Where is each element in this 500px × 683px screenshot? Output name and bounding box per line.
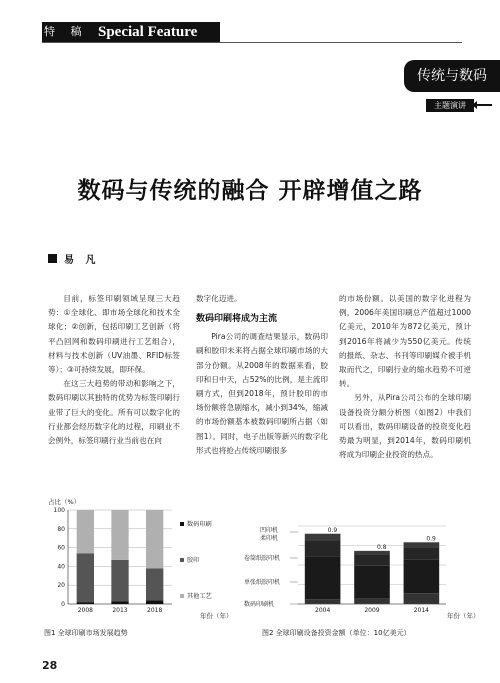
data-label: 0.8 [376, 543, 387, 551]
bar-segment [404, 593, 440, 604]
bar-segment [111, 560, 128, 601]
section-label-cn: 特 稿 [44, 25, 88, 38]
bar-segment [404, 560, 440, 594]
body-column-2 [196, 292, 328, 458]
bar-segment [305, 599, 341, 604]
page-number: 28 [42, 659, 58, 672]
data-label: 0.9 [426, 535, 436, 543]
bar-segment [146, 568, 163, 600]
figure-1-chart [44, 496, 238, 621]
bar-segment [111, 601, 128, 604]
body-column-3 [339, 292, 471, 462]
legend-label: 单张纸胶印机 [244, 579, 281, 586]
bar-segment [305, 556, 341, 599]
y-tick-label: 40 [57, 563, 65, 571]
bar-segment [404, 542, 440, 547]
bar-segment [77, 602, 94, 604]
bar-segment [354, 599, 390, 604]
bar-segment [305, 534, 341, 540]
section-label-en: Special Feature [98, 24, 198, 40]
y-tick-label: 100 [53, 507, 65, 514]
y-tick-label: 20 [57, 582, 65, 590]
y-tick-label: 0 [61, 601, 65, 608]
bar-segment [404, 547, 440, 559]
legend-swatch [180, 558, 184, 562]
x-tick-label: 2014 [413, 607, 429, 614]
x-tick-label: 2018 [147, 607, 163, 614]
article-title: 数码与传统的融合 开辟增值之路 [77, 177, 423, 204]
paragraph-continued: 的市场份额。以美国的数字化进程为例，2006年美国印刷总产值超过1000亿美元，2010年为872亿美元，预计到2016年将减少为550亿美元。传统的报纸、杂志、书刊等印刷媒介被手机取而代之，印刷行业的缩水趋势不可逆转。 [339, 294, 471, 389]
x-tick-label: 2008 [77, 607, 93, 614]
legend-label: 数码印刷 [187, 521, 212, 528]
subtopic-tag: 主题演讲 [434, 101, 466, 110]
bar-segment [146, 510, 163, 568]
x-tick-label: 2009 [364, 607, 380, 614]
x-tick-label: 2004 [315, 607, 331, 614]
bar-segment [111, 510, 128, 560]
data-label: 0.9 [327, 526, 338, 534]
paragraph: 在这三大趋势的带动和影响之下，数码印刷以其独特的优势为标签印刷行业带了巨大的变化。所有可以数字化的行业都会经历数字化的过程，印刷业不会例外，标签印刷行业当前也在向 [48, 379, 180, 446]
topic-tag: 传统与数码 [417, 68, 487, 84]
paragraph: 另外，从Pira公司公布的全球印刷设备投资分额分析图（如图2）中我们可以看出，数码印刷设备的投资变化趋势最为明显，到2014年，数码印刷机将成为印刷企业投资的热点。 [339, 393, 471, 460]
bar-segment [354, 554, 390, 566]
x-tick-label: 2013 [112, 607, 128, 614]
body-column-1 [48, 292, 180, 448]
legend-label: 柔印机 [260, 535, 279, 542]
header-rule [42, 42, 462, 43]
figure-1-caption: 图1 全球印刷市场发展趋势 [44, 629, 128, 637]
square-bullet-icon [48, 254, 57, 263]
bar-segment [354, 566, 390, 599]
x-axis-label: 年份（年） [447, 612, 480, 620]
paragraph: Pira公司的调查结果显示，数码印刷和胶印未来将占据全球印刷市场的大部分份额。从2008年的数据来看，胶印和日中天，占52%的比例，是主流印刷方式，但到2018年，预计胶印的市场份额将急剧缩水，减小到34%，缩减的市场份额基本被数码印刷所占据（如图1）。同时，电子出版等新兴的数字化形式也将抢占传统印刷很多 [196, 332, 328, 455]
legend-label: 数码印刷机 [244, 601, 275, 608]
legend-label: 凹印机 [260, 527, 279, 534]
y-tick-label: 60 [57, 544, 65, 552]
paragraph-continued: 数字化迈进。 [196, 294, 242, 303]
paragraph: 目前，标签印刷领域呈现三大趋势：①全球化、即市场全球化和技术全球化；②创新，包括印刷工艺创新（将平凸回网和数码印刷进行工艺组合），材料与技术创新（UV油墨、RFID标签等）；③可持续发展，即环保。 [48, 294, 180, 375]
bar-segment [77, 553, 94, 602]
section-heading: 数码印刷将成为主流 [196, 314, 278, 325]
bar-segment [305, 540, 341, 556]
legend-swatch [180, 522, 184, 526]
y-tick-label: 80 [57, 525, 65, 533]
legend-swatch [180, 594, 184, 598]
legend-label: 其他工艺 [187, 593, 212, 600]
legend-label: 胶印 [187, 557, 200, 564]
article-author: 易 凡 [64, 255, 100, 266]
bar-segment [354, 551, 390, 554]
arrow-left-icon [476, 104, 492, 106]
y-axis-label: 占比（%） [48, 498, 81, 506]
bar-segment [77, 510, 94, 553]
figure-2-chart [240, 520, 480, 622]
figure-2-caption: 图2 全球印刷设备投资金额（单位：10亿美元） [262, 629, 411, 637]
x-axis-label: 年份（年） [200, 612, 233, 620]
bar-segment [146, 600, 163, 604]
legend-label: 卷筒纸胶印机 [244, 555, 281, 562]
